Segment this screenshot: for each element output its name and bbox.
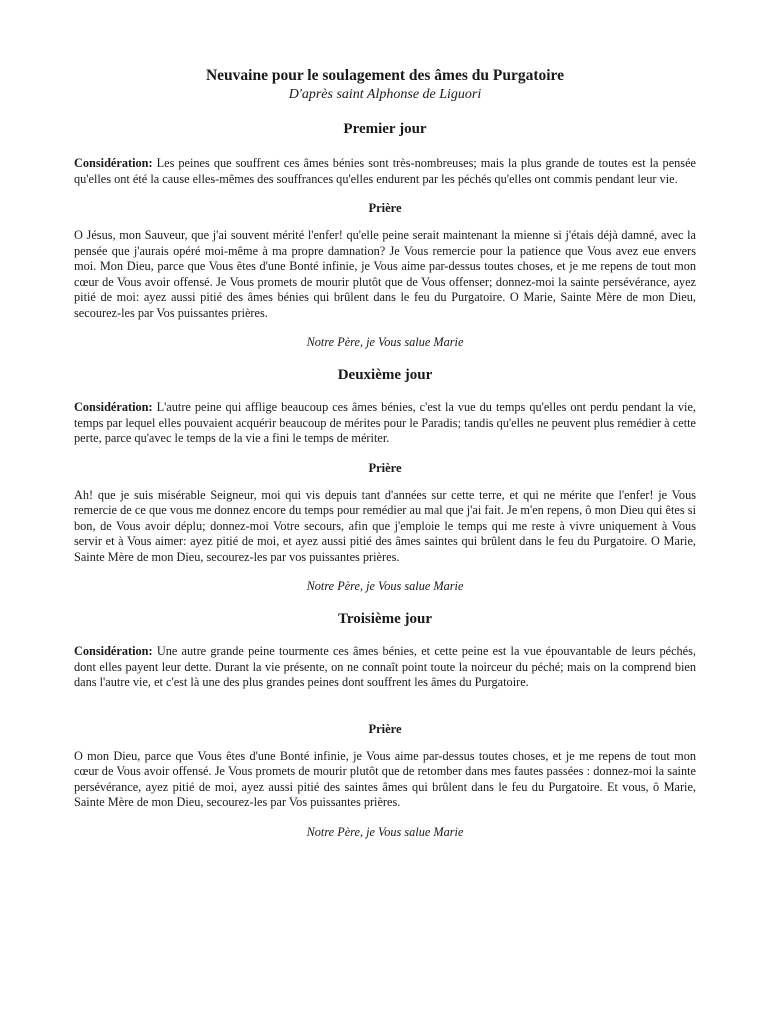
- prayer-text-1: O Jésus, mon Sauveur, que j'ai souvent mérité l'enfer! qu'elle peine serait maintenant la mienne si j'étais déjà damné, avec la pensée que j'aurais opéré moi-même à ma propre damnation? Je Vous remercie pour la patience que Vous avez eue envers moi. Mon Dieu, parce que Vous êtes d'une Bonté infinie, je Vous aime par-dessus toutes choses, et je me repens de tout mon cœur de Vous avoir offensé. Je Vous promets de mourir plutôt que de Vous offenser; donnez-moi la sainte persévérance, ayez pitié de moi: ayez aussi pitié des âmes bénies qui brûlent dans le feu du Purgatoire. O Marie, Sainte Mère de mon Dieu, secourez-les par Vos puissantes prières.: [74, 228, 696, 320]
- day-heading-3: Troisième jour: [337, 611, 432, 627]
- document-title: Neuvaine pour le soulagement des âmes du Purgatoire: [205, 67, 565, 84]
- consideration-text-3: Une autre grande peine tourmente ces âmes bénies, et cette peine est la vue épouvantable de leurs péchés, dont elles payent leur dette. Durant la vie présente, on ne connaît point toute la noirceur du péché; mais on la comprend bien dans l'autre vie, et c'est là une des plus grandes peines dont souffrent les âmes du Purgatoire.: [74, 644, 696, 689]
- document-page: [74, 66, 696, 840]
- day-section-2: [74, 366, 696, 594]
- consideration-paragraph-3: [74, 644, 696, 691]
- day-heading-1: Premier jour: [343, 121, 427, 137]
- prayer-label-1: Prière: [368, 201, 402, 215]
- consideration-label-3: Considération:: [74, 644, 153, 658]
- consideration-label-2: Considération:: [74, 400, 153, 414]
- closing-prayer-3: Notre Père, je Vous salue Marie: [306, 824, 464, 839]
- prayer-label-3: Prière: [368, 721, 402, 736]
- consideration-paragraph-2: [74, 400, 696, 447]
- consideration-text-2: L'autre peine qui afflige beaucoup ces âmes bénies, c'est la vue du temps qu'elles ont perdu pendant la vie, temps par lequel elles pouvaient acquérir beaucoup de mérites pour le Paradis; tandis qu'elles ne peuvent plus remédier à cette perte, parce qu'avec le temps de la vie a fini le temps de mériter.: [74, 400, 696, 445]
- closing-prayer-2: Notre Père, je Vous salue Marie: [306, 579, 464, 593]
- closing-prayer-1: Notre Père, je Vous salue Marie: [306, 335, 464, 349]
- prayer-label-2: Prière: [368, 460, 402, 475]
- day-section-3: [74, 610, 696, 840]
- document-subtitle: D'après saint Alphonse de Liguori: [288, 87, 482, 102]
- prayer-text-2: Ah! que je suis misérable Seigneur, moi qui vis depuis tant d'années sur cette terre, et qui ne mérite que l'enfer! je Vous remercie de ce que vous me donnez encore du temps pour remédier au mal que j'ai fait. Je m'en repens, ô mon Dieu qui êtes si bon, de Vous avoir déplu; donnez-moi Votre secours, afin que j'emploie le temps qui me reste à vivre uniquement à Vous servir et à Vous aimer: ayez pitié de moi, et ayez aussi pitié des âmes saintes qui brûlent dans le feu du Purgatoire. O Marie, Sainte Mère de mon Dieu, secourez-les par vos puissantes prières.: [74, 487, 696, 564]
- consideration-text-1: Les peines que souffrent ces âmes bénies sont très-nombreuses; mais la plus grande de toutes est la pensée qu'elles ont été la cause elles-mêmes des souffrances qu'elles endurent par les péchés qu'elles ont commis pendant leur vie.: [74, 156, 696, 186]
- day-section-1: [74, 120, 696, 350]
- prayer-text-3: O mon Dieu, parce que Vous êtes d'une Bonté infinie, je Vous aime par-dessus toutes choses, et je me repens de tout mon cœur de Vous avoir offensé. Je Vous promets de mourir plutôt que de retomber dans mes fautes passées : donnez-moi la sainte persévérance, ayez pitié de moi, ayez aussi pitié des saintes âmes qui brûlent dans le feu du Purgatoire. Et vous, ô Marie, Sainte Mère de mon Dieu, secourez-les par Vos puissantes prières.: [74, 748, 696, 809]
- consideration-label-1: Considération:: [74, 156, 153, 170]
- consideration-paragraph-1: [74, 156, 696, 187]
- day-heading-2: Deuxième jour: [337, 367, 433, 383]
